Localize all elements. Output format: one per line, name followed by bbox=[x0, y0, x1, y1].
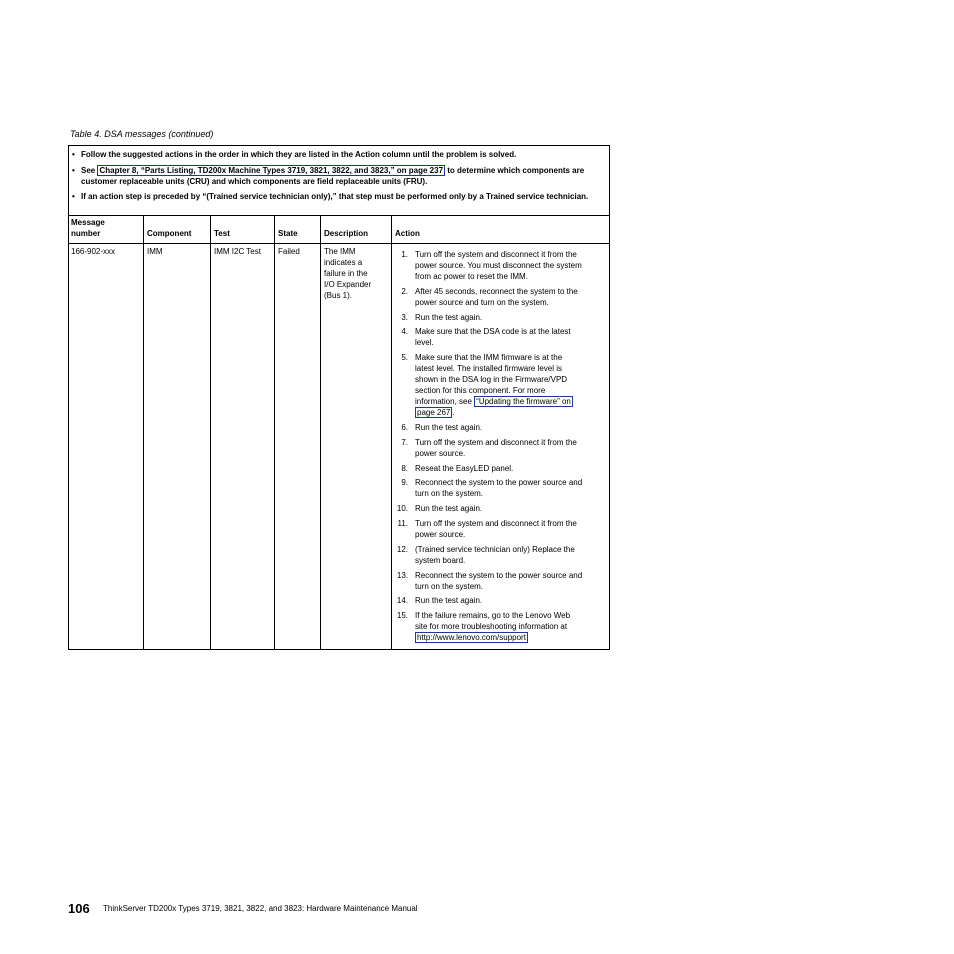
action-step-number: 1. bbox=[401, 250, 408, 259]
action-step bbox=[392, 477, 608, 499]
action-step-line: Make sure that the IMM firmware is at the bbox=[415, 353, 563, 363]
action-step-number: 3. bbox=[401, 312, 408, 322]
action-step-line: Turn off the system and disconnect it from the bbox=[415, 250, 577, 259]
action-step-number: 11. bbox=[397, 518, 408, 528]
page-number: 106 bbox=[68, 901, 90, 916]
action-step-line: Run the test again. bbox=[415, 596, 483, 606]
lenovo-support-link[interactable]: http://www.lenovo.com/support bbox=[417, 633, 526, 643]
action-step bbox=[392, 312, 608, 323]
action-step-line: Run the test again. bbox=[415, 504, 483, 514]
action-step-number: 2. bbox=[401, 286, 408, 296]
action-step-line: (Trained service technician only) Replace the bbox=[415, 544, 575, 554]
header-test: Test bbox=[214, 228, 230, 238]
column-divider bbox=[274, 216, 275, 649]
action-step bbox=[392, 422, 608, 433]
action-step-line: power source. bbox=[415, 448, 466, 458]
table-notes bbox=[69, 146, 609, 216]
action-step-line: information, see “Updating the firmware” on bbox=[415, 397, 571, 407]
action-step-line: Turn off the system and disconnect it from the bbox=[415, 437, 577, 447]
action-step-line: Reconnect the system to the power source and bbox=[415, 478, 583, 488]
action-step bbox=[392, 352, 608, 418]
note-text: Follow the suggested actions in the order in which they are listed in the Action column until the problem is solved. bbox=[81, 150, 517, 159]
action-steps-list bbox=[392, 249, 608, 647]
action-step-line: page 267 . bbox=[417, 408, 455, 418]
note-2-suffix: to determine which components are customer replaceable units (CRU) and which components are field replaceable units (FRU). bbox=[81, 166, 585, 186]
column-divider bbox=[320, 216, 321, 649]
bullet-icon: • bbox=[72, 192, 75, 201]
bullet-icon: • bbox=[72, 166, 75, 175]
action-step-line: Run the test again. bbox=[415, 312, 483, 322]
action-step-line: If the failure remains, go to the Lenovo Web bbox=[415, 611, 571, 621]
updating-firmware-link-page[interactable]: page 267 bbox=[417, 408, 451, 418]
table-caption: Table 4. DSA messages (continued) bbox=[70, 129, 214, 139]
action-step bbox=[392, 437, 608, 459]
action-step-number: 4. bbox=[401, 327, 408, 337]
action-step-number: 10. bbox=[396, 504, 408, 514]
header-description: Description bbox=[324, 228, 369, 238]
cell-test: IMM I2C Test bbox=[214, 247, 261, 256]
parts-listing-link[interactable]: Chapter 8, “Parts Listing, TD200x Machine Types 3719, 3821, 3822, and 3823,” on page 237 bbox=[99, 166, 444, 175]
action-step-line: latest level. The installed firmware level is bbox=[415, 364, 563, 374]
action-step bbox=[392, 286, 608, 308]
action-step-number: 7. bbox=[401, 437, 408, 447]
column-divider bbox=[210, 216, 211, 649]
action-step bbox=[392, 463, 608, 474]
footer-title: ThinkServer TD200x Types 3719, 3821, 3822, and 3823: Hardware Maintenance Manual bbox=[103, 904, 418, 913]
action-step-number: 12. bbox=[396, 544, 408, 554]
header-component: Component bbox=[147, 228, 192, 238]
action-step bbox=[392, 595, 608, 606]
action-step-line bbox=[415, 632, 608, 643]
cell-description: The IMM indicates a failure in the I/O Expander (Bus 1). bbox=[324, 247, 372, 300]
header-action: Action bbox=[395, 228, 420, 238]
action-step-line: site for more troubleshooting information at bbox=[415, 622, 568, 632]
header-message-number: Message number bbox=[71, 218, 105, 238]
action-step bbox=[392, 610, 608, 643]
action-step-line: level. bbox=[415, 338, 434, 348]
note-2-prefix: See bbox=[81, 166, 96, 175]
cell-state: Failed bbox=[278, 247, 300, 256]
action-step-number: 13. bbox=[396, 570, 408, 580]
action-step-line: Reseat the EasyLED panel. bbox=[415, 463, 514, 473]
action-step-line: shown in the DSA log in the Firmware/VPD bbox=[415, 375, 568, 385]
action-step-line: Turn off the system and disconnect it from the bbox=[415, 518, 577, 528]
action-step-line: turn on the system. bbox=[415, 581, 484, 591]
action-step-line: power source and turn on the system. bbox=[415, 297, 549, 307]
cell-component: IMM bbox=[147, 247, 163, 256]
action-step bbox=[392, 518, 608, 540]
note-text: If an action step is preceded by “(Trained service technician only),” that step must be performed only by a Trained service technician. bbox=[81, 192, 589, 201]
action-step-line: power source. bbox=[415, 529, 466, 539]
action-step bbox=[392, 570, 608, 592]
action-step-number: 8. bbox=[401, 463, 408, 473]
action-step-number: 5. bbox=[401, 353, 408, 363]
cell-message-number: 166-902-xxx bbox=[71, 247, 116, 256]
action-step-line: Reconnect the system to the power source and bbox=[415, 570, 583, 580]
action-step-line: turn on the system. bbox=[415, 489, 484, 499]
action-step-line: power source. You must disconnect the system bbox=[415, 261, 582, 270]
action-step bbox=[392, 326, 608, 348]
action-step-number: 6. bbox=[401, 422, 408, 432]
action-step bbox=[392, 544, 608, 566]
note-text bbox=[81, 166, 601, 187]
action-step-line: system board. bbox=[415, 555, 466, 565]
action-step-number: 14. bbox=[396, 596, 408, 606]
action-step-number: 9. bbox=[401, 478, 408, 488]
action-step-line: section for this component. For more bbox=[415, 386, 546, 396]
updating-firmware-link[interactable]: “Updating the firmware” on bbox=[476, 397, 571, 407]
action-step-line: Run the test again. bbox=[415, 422, 483, 432]
bullet-icon: • bbox=[72, 150, 75, 159]
table-header-row bbox=[69, 216, 609, 244]
action-step-line: After 45 seconds, reconnect the system to the bbox=[415, 286, 578, 296]
action-step-line: Make sure that the DSA code is at the latest bbox=[415, 327, 571, 337]
action-step bbox=[392, 503, 608, 514]
column-divider bbox=[143, 216, 144, 649]
action-step bbox=[392, 249, 608, 282]
dsa-messages-table bbox=[68, 145, 610, 650]
header-state: State bbox=[278, 228, 298, 238]
action-step-number: 15. bbox=[396, 611, 408, 621]
action-step-line: from ac power to reset the IMM. bbox=[415, 272, 528, 281]
